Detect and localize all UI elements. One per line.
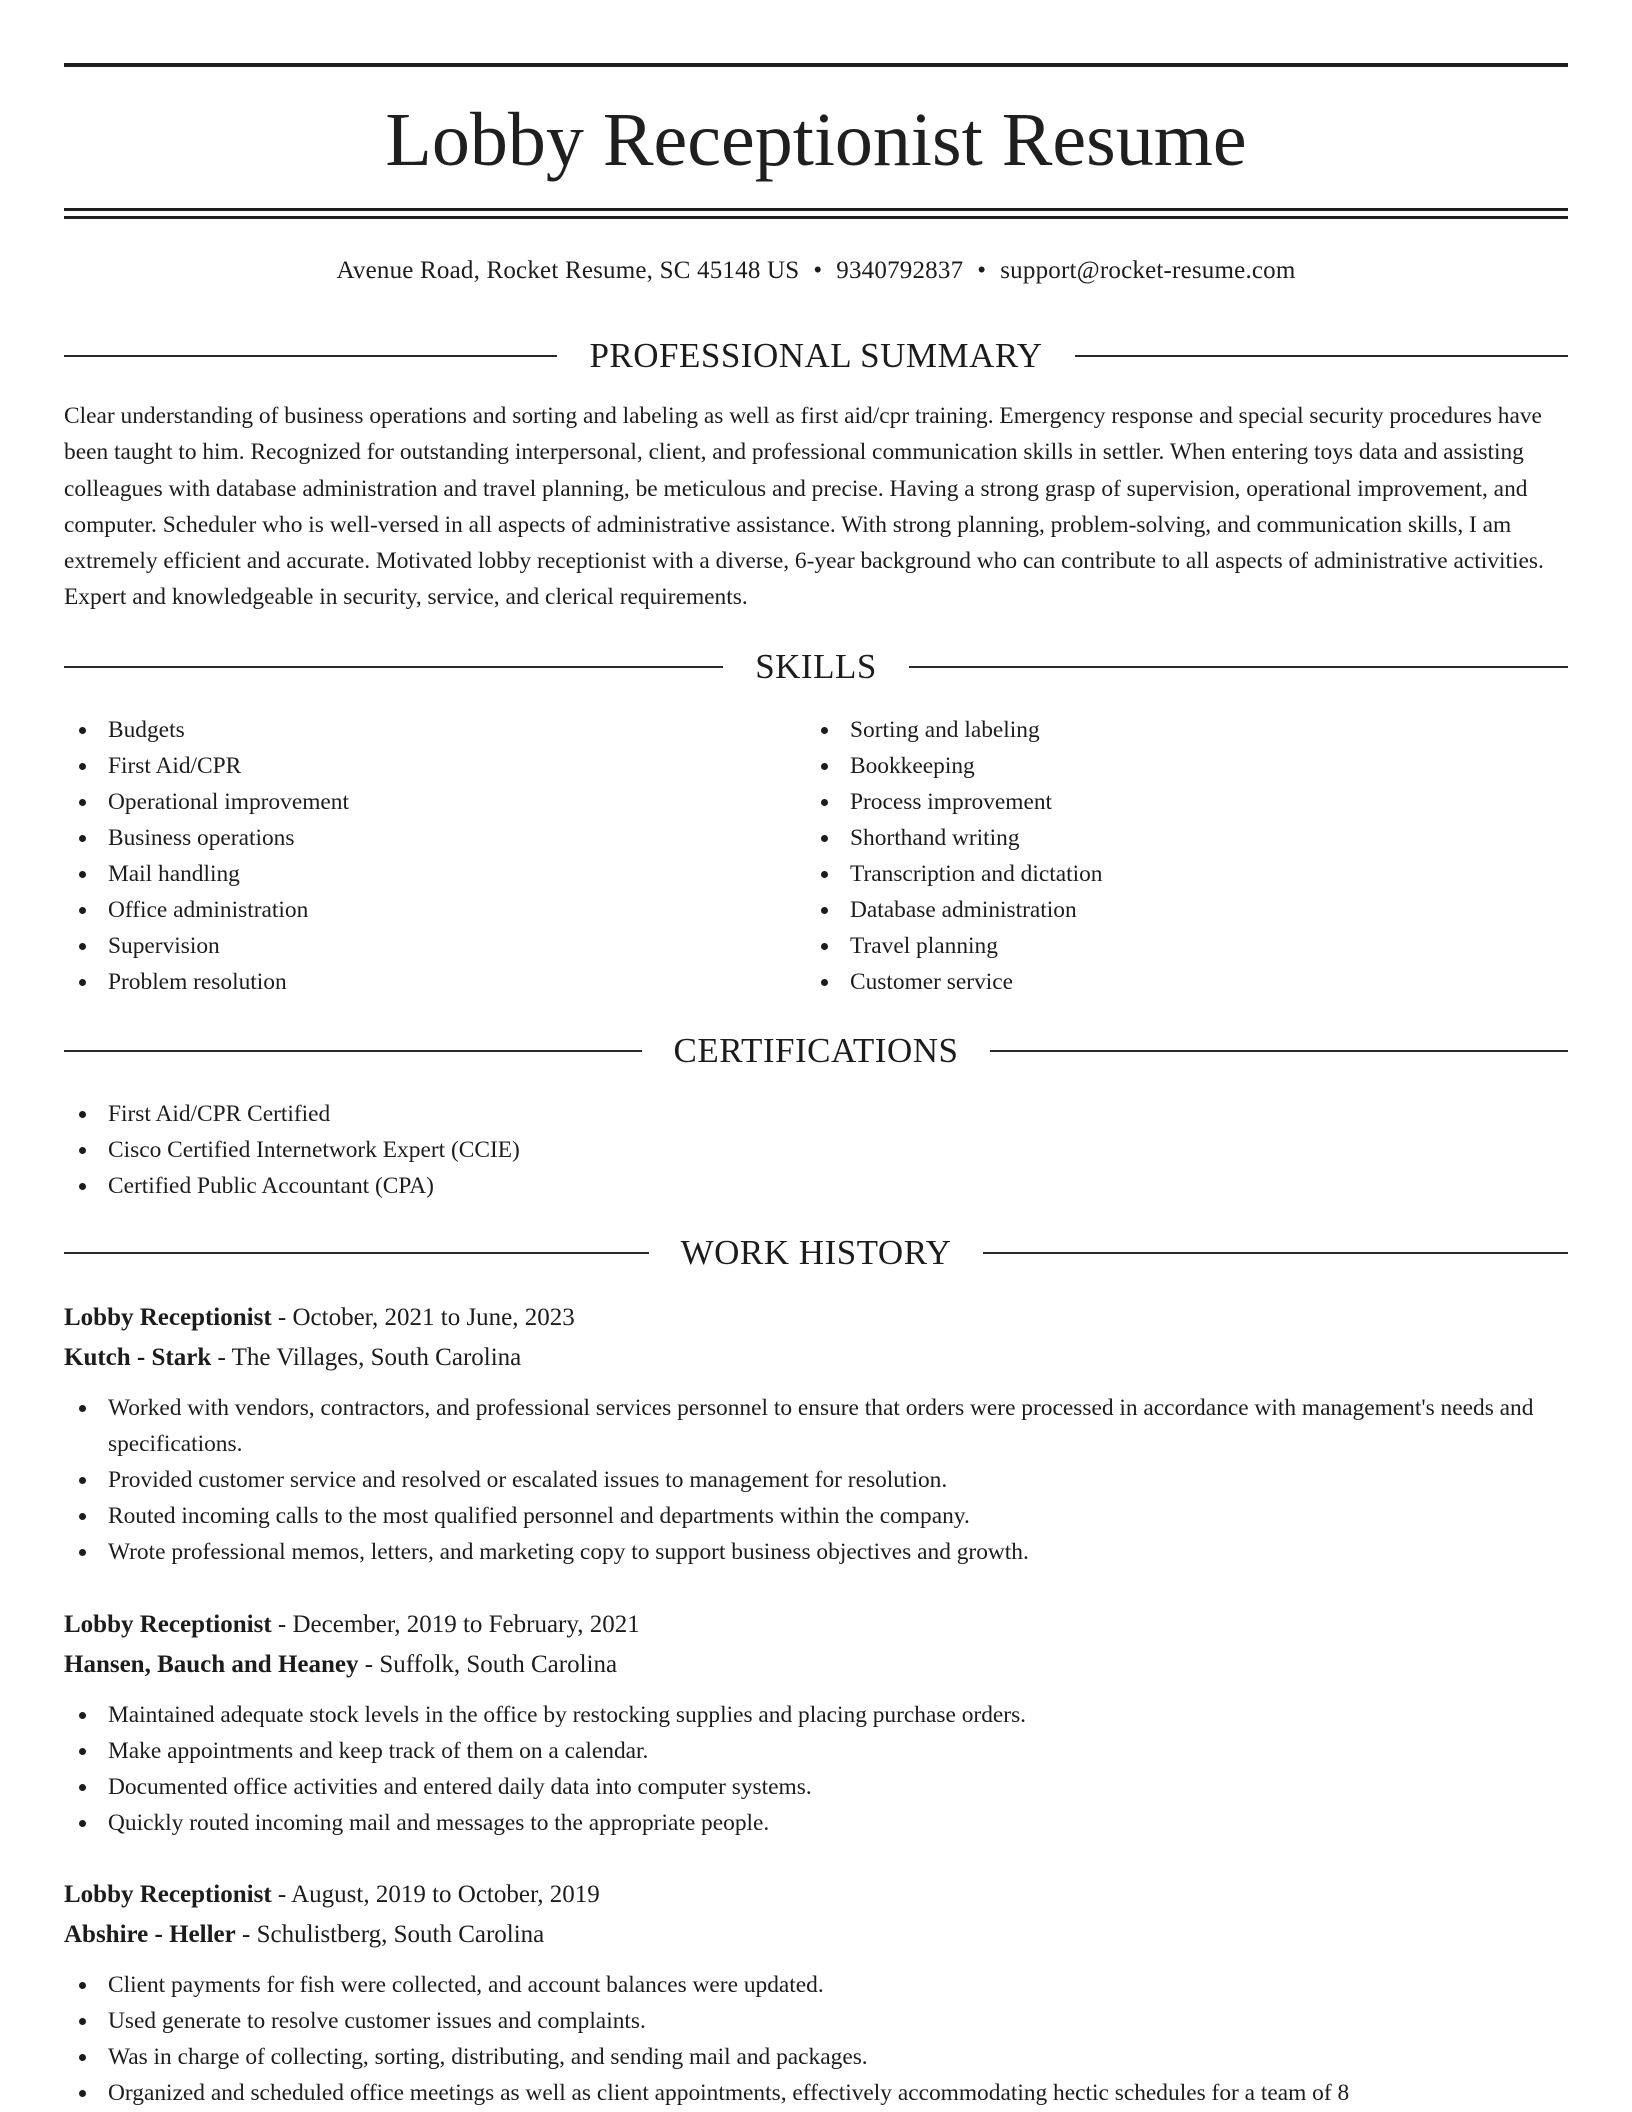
job-title: Lobby Receptionist: [64, 1881, 272, 1908]
job-duty: Was in charge of collecting, sorting, distributing, and sending mail and packages.: [64, 2039, 1568, 2075]
job-location: The Villages, South Carolina: [231, 1344, 522, 1371]
heading-rule: [64, 355, 557, 357]
section-title: PROFESSIONAL SUMMARY: [589, 336, 1043, 375]
job-duty: Wrote professional memos, letters, and marketing copy to support business objectives and growth.: [64, 1534, 1568, 1570]
job-title-line: Lobby Receptionist - December, 2019 to February, 2021: [64, 1611, 640, 1638]
section-heading-certifications: [64, 1031, 1568, 1071]
skill-item: Transcription and dictation: [806, 856, 1506, 892]
resume-title: Lobby Receptionist Resume: [385, 98, 1247, 182]
summary-text: Clear understanding of business operations and sorting and labeling as well as first aid/cpr training. Emergency response and special security procedures have been taught to him. Recognized for outstanding interpersonal, client, and professional communication skills in settler. When entering toys data and assisting colleagues with database administration and travel planning, be meticulous and precise. Having a strong grasp of supervision, operational improvement, and computer. Scheduler who is well-versed in all aspects of administrative assistance. With strong planning, problem-solving, and communication skills, I am extremely efficient and accurate. Motivated lobby receptionist with a diverse, 6-year background who can contribute to all aspects of administrative activities. Expert and knowledgeable in security, service, and clerical requirements.: [64, 403, 1544, 611]
job-title-line: Lobby Receptionist - August, 2019 to October, 2019: [64, 1881, 600, 1908]
job-location: Suffolk, South Carolina: [379, 1651, 618, 1678]
job-company-line: Abshire - Heller - Schulistberg, South Carolina: [64, 1921, 545, 1948]
job-title: Lobby Receptionist: [64, 1611, 272, 1638]
section-title: WORK HISTORY: [680, 1233, 952, 1272]
skill-item: Customer service: [806, 964, 1506, 1000]
job-duties-list: [64, 1967, 1568, 2111]
job-company: Hansen, Bauch and Heaney: [64, 1651, 359, 1678]
job-title: Lobby Receptionist: [64, 1304, 272, 1331]
skill-item: Travel planning: [806, 928, 1506, 964]
job-title-line: Lobby Receptionist - October, 2021 to June, 2023: [64, 1304, 575, 1331]
skill-item: Mail handling: [64, 856, 764, 892]
job-duty: Client payments for fish were collected, and account balances were updated.: [64, 1967, 1568, 2003]
section-heading-work-history: [64, 1233, 1568, 1273]
job-duty: Documented office activities and entered daily data into computer systems.: [64, 1769, 1568, 1805]
heading-rule: [64, 1050, 642, 1052]
job-dates: December, 2019 to February, 2021: [292, 1611, 640, 1638]
job-duty: Maintained adequate stock levels in the office by restocking supplies and placing purchase orders.: [64, 1697, 1568, 1733]
section-title: SKILLS: [755, 647, 877, 686]
certification-item: First Aid/CPR Certified: [64, 1096, 1568, 1132]
job-duty: Provided customer service and resolved or escalated issues to management for resolution.: [64, 1462, 1568, 1498]
job-entry: [64, 1605, 1568, 1841]
heading-rule: [909, 666, 1568, 668]
job-location: Schulistberg, South Carolina: [256, 1921, 545, 1948]
skill-item: Business operations: [64, 820, 764, 856]
job-company: Abshire - Heller: [64, 1921, 236, 1948]
certification-item: Cisco Certified Internetwork Expert (CCIE): [64, 1132, 1568, 1168]
skill-item: Shorthand writing: [806, 820, 1506, 856]
job-duty: Quickly routed incoming mail and messages to the appropriate people.: [64, 1805, 1568, 1841]
job-duty: Make appointments and keep track of them on a calendar.: [64, 1733, 1568, 1769]
skill-item: Supervision: [64, 928, 764, 964]
heading-rule: [1075, 355, 1568, 357]
heading-rule: [983, 1252, 1568, 1254]
job-company-line: Kutch - Stark - The Villages, South Carolina: [64, 1344, 522, 1371]
skill-item: Problem resolution: [64, 964, 764, 1000]
skills-list-right: [806, 712, 1506, 1000]
contact-address: Avenue Road, Rocket Resume, SC 45148 US: [336, 257, 800, 284]
job-entry: [64, 1298, 1568, 1570]
skills-list-left: [64, 712, 764, 1000]
job-duty: Organized and scheduled office meetings as well as client appointments, effectively accommodating hectic schedules for a team of 8: [64, 2075, 1568, 2111]
title-rule-upper: [64, 208, 1568, 211]
skill-item: Bookkeeping: [806, 748, 1506, 784]
job-dates: August, 2019 to October, 2019: [291, 1881, 600, 1908]
job-company-line: Hansen, Bauch and Heaney - Suffolk, South Carolina: [64, 1651, 618, 1678]
skill-item: Budgets: [64, 712, 764, 748]
contact-phone: 9340792837: [836, 257, 964, 284]
title-rule-lower: [64, 216, 1568, 219]
skill-item: Process improvement: [806, 784, 1506, 820]
certification-item: Certified Public Accountant (CPA): [64, 1168, 1568, 1204]
top-rule: [64, 63, 1568, 67]
job-duties-list: [64, 1697, 1568, 1841]
section-title: CERTIFICATIONS: [673, 1031, 959, 1070]
contact-email: support@rocket-resume.com: [1000, 257, 1296, 284]
skill-item: First Aid/CPR: [64, 748, 764, 784]
job-duties-list: [64, 1390, 1568, 1570]
contact-separator: •: [977, 257, 987, 284]
contact-line: [64, 253, 1568, 289]
skill-item: Database administration: [806, 892, 1506, 928]
section-heading-summary: [64, 336, 1568, 376]
job-duty: Routed incoming calls to the most qualified personnel and departments within the company.: [64, 1498, 1568, 1534]
skill-item: Office administration: [64, 892, 764, 928]
skill-item: Sorting and labeling: [806, 712, 1506, 748]
job-entry: [64, 1875, 1568, 2111]
job-dates: October, 2021 to June, 2023: [292, 1304, 575, 1331]
heading-rule: [64, 666, 723, 668]
job-duty: Worked with vendors, contractors, and professional services personnel to ensure that orders were processed in accordance with management's needs and specifications.: [64, 1390, 1568, 1462]
certifications-list: [64, 1096, 1568, 1204]
heading-rule: [990, 1050, 1568, 1052]
section-heading-skills: [64, 647, 1568, 687]
skill-item: Operational improvement: [64, 784, 764, 820]
heading-rule: [64, 1252, 649, 1254]
job-company: Kutch - Stark: [64, 1344, 212, 1371]
job-duty: Used generate to resolve customer issues and complaints.: [64, 2003, 1568, 2039]
contact-separator: •: [813, 257, 823, 284]
